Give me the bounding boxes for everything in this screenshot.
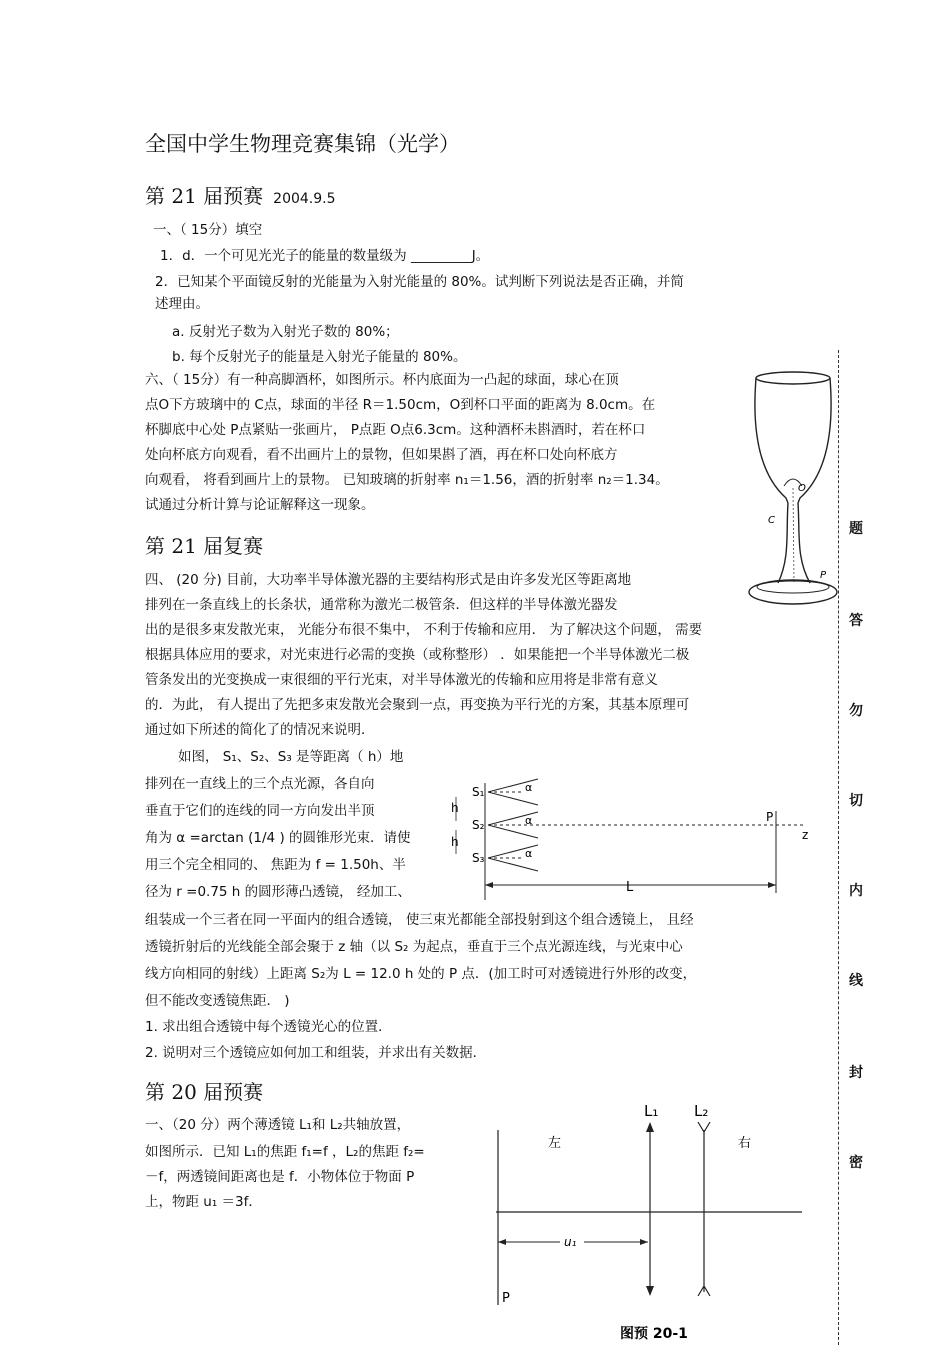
q4-line-3: 出的是很多束发散光束， 光能分布很不集中， 不利于传输和应用． 为了解决这个问题， 需要 — [145, 622, 703, 638]
q4-line-11: 角为 α =arctan (1/4 ) 的圆锥形光束．请使 — [145, 830, 411, 846]
q6-line-3: 杯脚底中心处 P点紧贴一张画片， P点距 O点6.3cm。这种酒杯未斟酒时，若在杯口 — [145, 422, 646, 438]
laser-label-alpha-2: α — [525, 814, 533, 827]
q6-line-5: 向观看， 将看到画片上的景物。 已知玻璃的折射率 n₁＝1.56，酒的折射率 n₂＝1.34。 — [145, 472, 669, 488]
q4-line-4: 根据具体应用的要求，对光束进行必需的变换（或称整形） ．如果能把一个半导体激光二极 — [145, 647, 690, 663]
two-lens-figure — [490, 1100, 810, 1345]
q1-head: 一、（ 15分）填空 — [153, 222, 263, 238]
section-21-prelim-date: 2004.9.5 — [273, 191, 336, 207]
laser-label-alpha-3: α — [525, 847, 533, 860]
q20-line-4: 上，物距 u₁ ＝3f． — [145, 1194, 262, 1210]
section-title-20-prelim: 第 20 届预赛 — [145, 1080, 264, 1104]
q4-line-18: 1. 求出组合透镜中每个透镜光心的位置． — [145, 1019, 392, 1035]
lens-label-u1: u₁ — [564, 1235, 577, 1249]
sidebar-char-4: 切 — [849, 793, 863, 809]
laser-label-S2: S₂ — [472, 818, 485, 832]
q20-line-1: 一、（20 分）两个薄透镜 L₁和 L₂共轴放置， — [145, 1117, 411, 1133]
q6-line-1: 六、（ 15分）有一种高脚酒杯，如图所示。杯内底面为一凸起的球面，球心在顶 — [145, 372, 619, 388]
laser-label-h-bottom: h — [451, 835, 459, 849]
section-title-21-final: 第 21 届复赛 — [145, 534, 264, 558]
sidebar-char-3: 勿 — [849, 703, 863, 719]
q4-line-15: 透镜折射后的光线能全部会聚于 z 轴（以 S₂ 为起点，垂直于三个点光源连线，与光束中心 — [145, 939, 683, 955]
lens-label-L1: L₁ — [644, 1102, 659, 1120]
lens-label-L2: L₂ — [694, 1102, 709, 1120]
glass-label-O: O — [798, 483, 806, 494]
lens-figure-caption: 图预 20-1 — [620, 1326, 688, 1342]
lens-label-P: P — [502, 1291, 510, 1306]
laser-label-S1: S₁ — [472, 785, 485, 799]
q4-line-10: 垂直于它们的连线的同一方向发出半顶 — [145, 803, 375, 819]
q4-line-1: 四、 (20 分) 目前，大功率半导体激光器的主要结构形式是由许多发光区等距离地 — [145, 572, 632, 588]
q1-option-b: b. 每个反射光子的能量是入射光子能量的 80%。 — [172, 349, 467, 365]
q4-line-2: 排列在一条直线上的长条状，通常称为激光二极管条．但这样的半导体激光器发 — [145, 597, 618, 613]
sidebar-char-6: 线 — [849, 973, 863, 989]
q1-line-2: 2．已知某个平面镜反射的光能量为入射光能量的 80%。试判断下列说法是否正确，并简 — [155, 274, 684, 290]
laser-label-L: L — [626, 880, 634, 895]
q4-line-6: 的．为此， 有人提出了先把多束发散光会聚到一点，再变换为平行光的方案，其基本原理可 — [145, 697, 690, 713]
sidebar-char-1: 题 — [849, 521, 863, 537]
laser-source-figure — [448, 775, 818, 900]
q1-line-1: 1．d．一个可见光光子的能量的数量级为 _________J。 — [160, 248, 490, 264]
wine-glass-figure — [748, 368, 838, 618]
sidebar-char-7: 封 — [849, 1065, 863, 1081]
q4-line-16: 线方向相同的射线）上距离 S₂为 L = 12.0 h 处的 P 点．(加工时可对透镜进行外形的改变， — [145, 966, 697, 982]
q4-line-19: 2. 说明对三个透镜应如何加工和组装，并求出有关数据． — [145, 1045, 487, 1061]
section-21-prelim-label: 第 21 届预赛 — [145, 184, 264, 208]
q4-line-14: 组装成一个三者在同一平面内的组合透镜， 使三束光都能全部投射到这个组合透镜上， 且经 — [145, 912, 694, 928]
glass-label-C: C — [768, 515, 775, 526]
glass-label-P: P — [820, 570, 827, 581]
q1-option-a: a. 反射光子数为入射光子数的 80%； — [172, 324, 399, 340]
sidebar-char-2: 答 — [849, 613, 863, 629]
laser-label-S3: S₃ — [472, 851, 485, 865]
q1-line-3: 述理由。 — [155, 296, 209, 312]
q4-line-5: 管条发出的光变换成一束很细的平行光束，对半导体激光的传输和应用将是非常有意义 — [145, 672, 658, 688]
section-title-21-prelim — [145, 180, 336, 209]
binding-line — [838, 350, 839, 1345]
q6-line-2: 点O下方玻璃中的 C点，球面的半径 R＝1.50cm，O到杯口平面的距离为 8.0cm。在 — [145, 397, 656, 413]
sidebar-char-8: 密 — [849, 1155, 863, 1171]
laser-label-P: P — [766, 810, 774, 824]
laser-label-h-top: h — [451, 801, 459, 815]
q4-line-12: 用三个完全相同的、 焦距为 f = 1.50h、半 — [145, 857, 406, 873]
page-title: 全国中学生物理竞赛集锦（光学） — [145, 132, 460, 156]
q4-line-13: 径为 r =0.75 h 的圆形薄凸透镜， 经加工、 — [145, 884, 411, 900]
q20-line-2: 如图所示．已知 L₁的焦距 f₁=f ，L₂的焦距 f₂= — [145, 1144, 425, 1160]
lens-label-left: 左 — [548, 1136, 562, 1151]
lens-label-right: 右 — [738, 1136, 752, 1151]
q4-line-8: 如图， S₁、S₂、S₃ 是等距离（ h）地 — [178, 749, 404, 765]
q4-line-7: 通过如下所述的简化了的情况来说明． — [145, 722, 375, 738]
laser-label-alpha-1: α — [525, 781, 533, 794]
laser-label-z: z — [802, 828, 809, 842]
sidebar-char-5: 内 — [849, 883, 863, 899]
q4-line-9: 排列在一直线上的三个点光源，各自向 — [145, 776, 375, 792]
q6-line-4: 处向杯底方向观看，看不出画片上的景物，但如果斟了酒，再在杯口处向杯底方 — [145, 447, 618, 463]
q6-line-6: 试通过分析计算与论证解释这一现象。 — [145, 497, 375, 513]
q20-line-3: －f，两透镜间距离也是 f．小物体位于物面 P — [145, 1169, 415, 1185]
q4-line-17: 但不能改变透镜焦距． ) — [145, 993, 290, 1009]
